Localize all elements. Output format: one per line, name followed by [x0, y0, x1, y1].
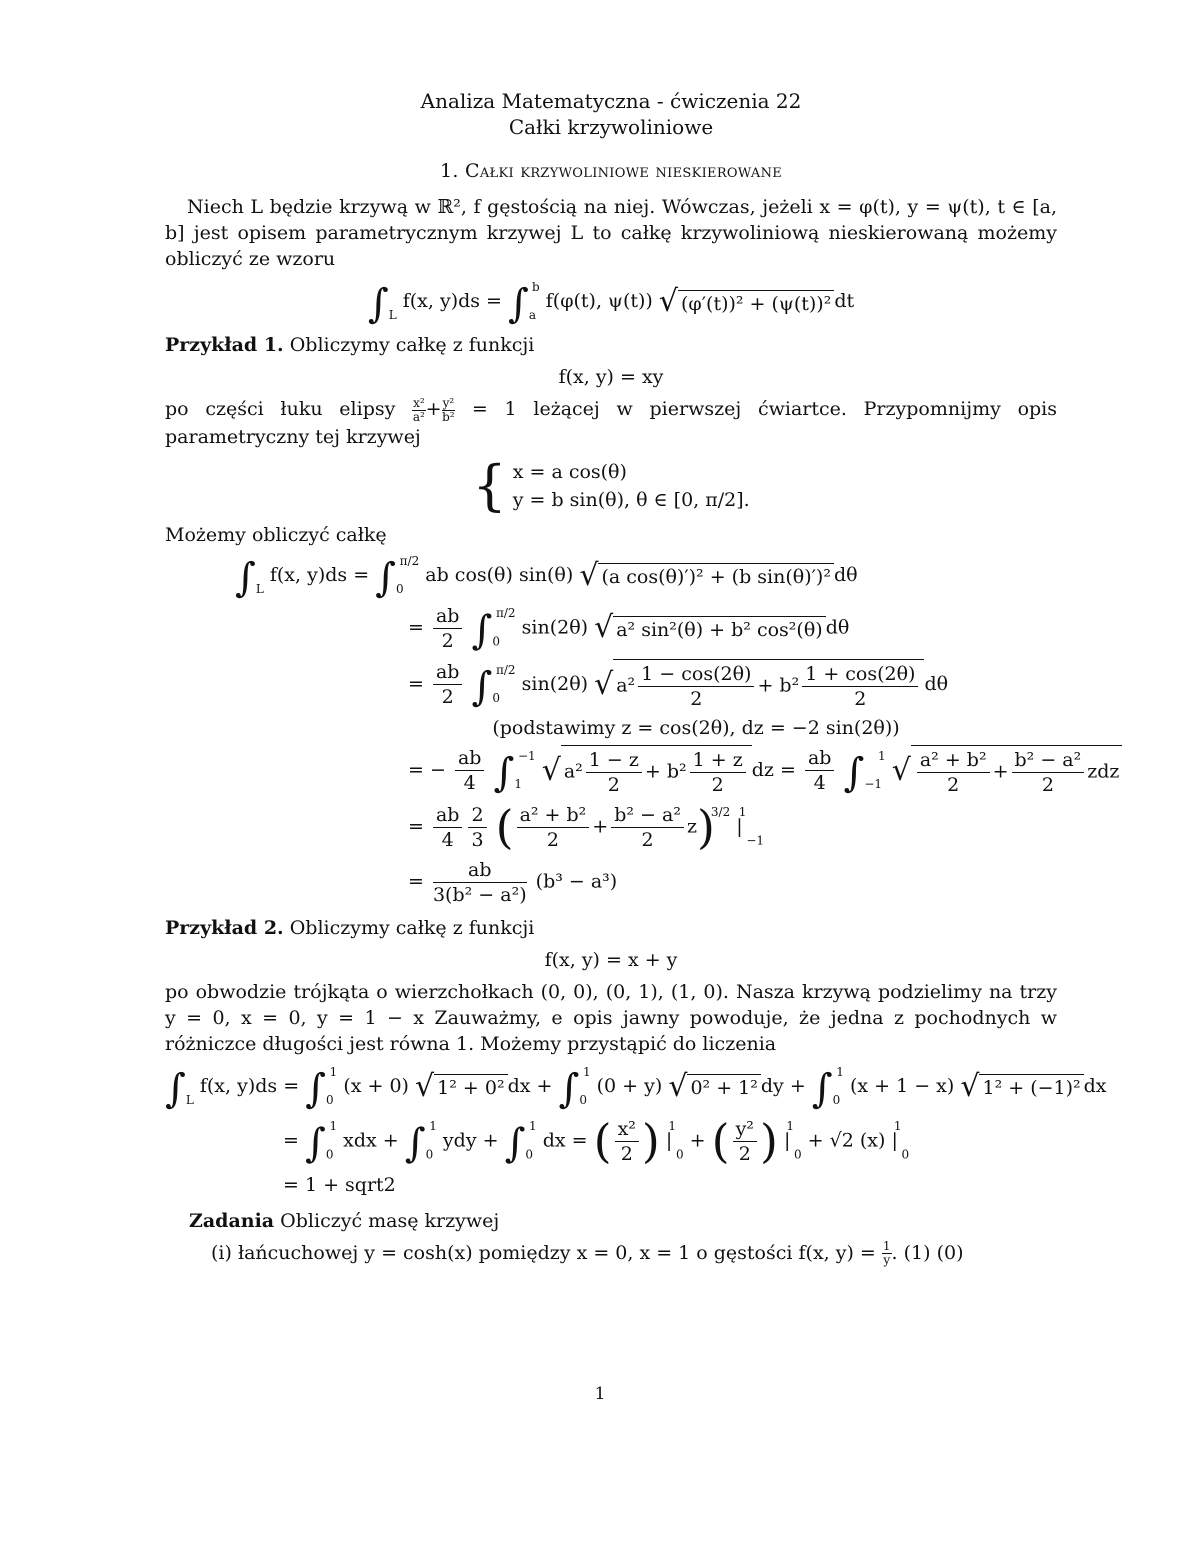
eval-lo: −1: [746, 833, 765, 847]
sqrt: √ 1² + (−1)²: [960, 1072, 1083, 1102]
fraction: [433, 604, 463, 653]
frac-num: 1 − z: [586, 748, 642, 773]
fraction: [802, 662, 918, 711]
eval-hi: 1: [786, 1119, 794, 1133]
m1-t3: (x + 1 − x): [849, 1074, 955, 1097]
frac-num: y²: [442, 395, 455, 410]
integral-lower: 0: [525, 1147, 534, 1161]
derivation-line-1: [235, 553, 1057, 601]
tasks-heading-text: Obliczyć masę krzywej: [280, 1209, 500, 1232]
m1-r2: 0² + 1²: [687, 1074, 760, 1099]
fraction: [733, 1117, 757, 1166]
tasks-heading-bold: Zadania: [189, 1209, 275, 1232]
fraction: [433, 858, 527, 907]
integral-sign: ∫: [471, 607, 493, 653]
derivation-line-3: [235, 659, 1057, 711]
frac-den: 2: [620, 1142, 633, 1165]
plus-b-squared: + b²: [644, 760, 687, 782]
example1-intro: [165, 332, 1057, 358]
example2-function: f(x, y) = x + y: [544, 948, 678, 971]
frac-den: 3(b² − a²): [432, 883, 527, 906]
integral-sign: ∫: [508, 281, 529, 327]
example1-label: Przykład 1.: [165, 334, 284, 356]
frac-num: ab: [433, 858, 527, 883]
left-paren: (: [711, 1114, 730, 1168]
derivation-line-6: [235, 858, 1057, 907]
l2-tail: dθ: [825, 616, 850, 638]
arc-post: = 1 leżącej w pierwszej ćwiartce. Przypomnijmy opis parametryczny tej krzywej: [165, 398, 1057, 448]
plus: +: [592, 815, 609, 837]
derivation-line-5: [235, 800, 1057, 854]
equals: =: [408, 815, 424, 837]
frac-num: b² − a²: [1012, 748, 1085, 773]
example2-intro: [165, 915, 1057, 941]
integral-upper: π/2: [496, 662, 516, 677]
frac-den: 4: [441, 828, 454, 851]
m1-d1: dx +: [507, 1074, 553, 1097]
integral-sub: L: [388, 308, 397, 322]
right-paren: ): [696, 800, 715, 854]
integral-sign: ∫: [471, 663, 493, 710]
integral-lower: 1: [514, 776, 522, 791]
eval-hi: 1: [738, 805, 747, 819]
frac-num: ab: [433, 803, 463, 828]
tasks-heading: [189, 1208, 1057, 1234]
fraction: [433, 803, 463, 852]
eval-lo: 0: [675, 1147, 684, 1161]
a-squared: a²: [563, 760, 583, 782]
m2-t3: dx =: [542, 1129, 588, 1151]
integral-upper: −1: [517, 748, 536, 763]
integral-lower: 0: [396, 581, 404, 596]
frac-den: 2: [641, 828, 654, 851]
substitution-note: (podstawimy z = cos(2θ), dz = −2 sin(2θ)): [492, 716, 900, 739]
fraction: [805, 746, 835, 795]
example2-label: Przykład 2.: [165, 916, 284, 939]
plus: +: [689, 1129, 706, 1151]
frac-num: b² − a²: [611, 803, 684, 828]
example2-desc: po obwodzie trójkąta o wierzchołkach (0, 0), (0, 1), (1, 0). Nasza krzywą podzielimy na trzy y = 0, x = 0, y = 1 − x Zauważmy, e opis jawny powoduje, że jedna z pochodnych w różniczce długości jest równa 1. Możemy przystąpić do liczenia: [165, 980, 1057, 1055]
fraction: [638, 662, 754, 711]
integral-sign: ∫: [305, 1065, 327, 1112]
equals: =: [283, 1129, 299, 1151]
example1-function: f(x, y) = xy: [558, 366, 664, 388]
frac-den: 2: [947, 773, 960, 796]
exponent: 3/2: [710, 805, 731, 819]
frac-den: 2: [546, 828, 559, 851]
left-paren: (: [593, 1114, 612, 1168]
integral-lower: 0: [492, 634, 500, 648]
sqrt: √ a² $\frac{1 - \cos(2\theta)}{2}$ + b² $\frac{1 + \cos(2\theta)}{2}$: [594, 659, 924, 711]
fraction: [882, 1240, 892, 1267]
integral-lower: 0: [579, 1092, 587, 1107]
frac-num: y²: [733, 1117, 757, 1142]
z: z: [686, 815, 697, 837]
frac-num: x²: [413, 395, 425, 410]
equals: =: [408, 870, 424, 892]
integral-sign: ∫: [504, 1120, 526, 1166]
frac-den: y: [883, 1253, 891, 1267]
integral-upper: 1: [878, 748, 886, 763]
eval-bar: |: [665, 1129, 673, 1151]
l6-tail: (b³ − a³): [535, 870, 618, 892]
integral-sign: ∫: [304, 1120, 326, 1166]
frac-num: 1 + z: [690, 748, 746, 773]
eval-bar: |: [783, 1129, 791, 1151]
l4-mid: dz =: [751, 758, 796, 781]
integral-lower: 0: [425, 1147, 434, 1161]
document-page: [165, 88, 1120, 1267]
param-y: y = b sin(θ), θ ∈ [0, π/2].: [512, 488, 750, 511]
l1-lhs: f(x, y)ds =: [269, 563, 370, 586]
m1-d3: dx: [1083, 1074, 1107, 1097]
m1-t2: (0 + y): [596, 1074, 663, 1097]
integral-sign: ∫: [165, 1065, 186, 1112]
task-item-1: [211, 1240, 1057, 1268]
integral-lower: 0: [326, 1092, 334, 1107]
m1-d2: dy +: [760, 1074, 806, 1097]
integral-sign: ∫: [235, 554, 256, 601]
sqrt: √ $\frac{\text{a² + b²}}{2}$ + $\frac{\text{b² − a²}}{2}$ zdz: [892, 745, 1123, 797]
right-paren: ): [759, 1114, 778, 1168]
frac-den: 2: [441, 629, 454, 652]
formula-root: (φ′(t))² + (ψ(t))²: [678, 290, 834, 315]
param-system: [165, 453, 1057, 517]
m2-t2: ydy +: [442, 1129, 499, 1151]
l3-tail: dθ: [924, 672, 949, 695]
frac-num: 2: [468, 803, 486, 828]
integral-upper: b: [532, 280, 540, 294]
l3-mid: sin(2θ): [521, 672, 589, 695]
integral-lower: 0: [492, 690, 500, 705]
eval-hi: 1: [893, 1119, 902, 1133]
derivation-line-4: [235, 745, 1120, 797]
integral-upper: 1: [429, 1119, 437, 1133]
fraction: [615, 1117, 639, 1166]
frac-den: 2: [738, 1142, 751, 1165]
brace-icon: {: [472, 453, 507, 517]
sqrt: √ a² sin²(θ) + b² cos²(θ): [594, 613, 826, 643]
right-paren: ): [641, 1114, 660, 1168]
fraction: [468, 803, 486, 852]
formula-rhs: f(φ(t), ψ(t)): [545, 290, 653, 312]
l4-root-2: [911, 745, 1123, 797]
l1-tail: dθ: [833, 563, 858, 586]
l4-root: [561, 745, 752, 797]
formula-lhs: f(x, y)ds =: [402, 290, 502, 312]
fraction: [412, 397, 426, 424]
frac-den: 2: [1041, 773, 1054, 796]
sqrt: √ 0² + 1²: [668, 1072, 761, 1102]
fraction: [690, 748, 746, 797]
frac-den: 3: [471, 828, 484, 851]
fraction: [917, 748, 990, 797]
frac-num: ab: [805, 746, 835, 771]
integral-upper: 1: [529, 1119, 537, 1133]
frac-num: ab: [433, 604, 463, 629]
arc-pre: po części łuku elipsy: [165, 398, 396, 420]
integral-sign: ∫: [404, 1120, 426, 1166]
frac-num: ab: [455, 746, 485, 771]
integral-sub: L: [255, 581, 264, 596]
sqrt: √ (φ′(t))² + (ψ(t))²: [659, 287, 834, 317]
integral-upper: π/2: [496, 606, 516, 620]
frac-num: ab: [433, 660, 463, 685]
example2-line-3: = 1 + sqrt2: [283, 1173, 396, 1196]
frac-den: b²: [442, 409, 455, 424]
sqrt: √ a² $\frac{1 - z}{2}$ + b² $\frac{1 + z}{2}$: [542, 745, 752, 797]
integral-upper: 1: [582, 1064, 591, 1079]
integral-sign: ∫: [493, 749, 515, 796]
fraction: [517, 803, 590, 852]
equals: =: [408, 672, 424, 695]
section-intro: Niech L będzie krzywą w ℝ², f gęstością na niej. Wówczas, jeżeli x = φ(t), y = ψ(t), t ∈ [a, b] jest opisem parametrycznym krzywej L to całkę krzywoliniową nieskierowaną możemy obliczyć ze wzoru: [165, 196, 1057, 270]
l2-mid: sin(2θ): [521, 616, 589, 638]
document-subtitle: Całki krzywoliniowe: [508, 115, 714, 139]
m1-r3: 1² + (−1)²: [979, 1074, 1083, 1099]
eval-lo: 0: [793, 1147, 802, 1161]
integral-sub: L: [185, 1092, 194, 1107]
l4-tail: zdz: [1087, 760, 1120, 782]
l3-root: [613, 659, 924, 711]
m1-t1: (x + 0): [343, 1074, 409, 1097]
frac-den: 2: [854, 687, 867, 710]
frac-num: 1 − cos(2θ): [638, 662, 754, 687]
equals: =: [408, 616, 424, 638]
integral-lower: 0: [832, 1092, 841, 1107]
frac-den: 2: [690, 687, 703, 710]
example2-text: Obliczymy całkę z funkcji: [289, 916, 535, 939]
formula-tail: dt: [834, 290, 855, 312]
derivation-line-2: [235, 604, 1057, 653]
integral-sign: ∫: [811, 1065, 833, 1112]
m2-t1: xdx +: [343, 1129, 399, 1151]
fraction: [1012, 748, 1085, 797]
frac-den: 4: [813, 772, 826, 794]
example2-line-2: [165, 1114, 1057, 1168]
example1-text: Obliczymy całkę z funkcji: [289, 334, 535, 356]
m1-lhs: f(x, y)ds =: [199, 1074, 300, 1097]
plus: +: [992, 760, 1009, 782]
frac-den: 2: [607, 773, 620, 796]
integral-upper: π/2: [399, 553, 420, 568]
integral-sign: ∫: [375, 554, 397, 601]
frac-num: a² + b²: [917, 748, 990, 773]
sqrt: √ (a cos(θ)′)² + (b sin(θ)′)²: [579, 561, 834, 591]
integral-lower: 0: [325, 1147, 334, 1161]
integral-lower: −1: [864, 776, 883, 791]
l1-mid: ab cos(θ) sin(θ): [425, 563, 574, 586]
m1-r1: 1² + 0²: [434, 1074, 507, 1099]
integral-upper: 1: [836, 1064, 844, 1079]
frac-den: 4: [463, 772, 476, 794]
derivation: [235, 553, 1120, 907]
integral-sign: ∫: [843, 749, 865, 796]
sqrt: √ 1² + 0²: [415, 1072, 508, 1102]
integral-sign: ∫: [367, 281, 389, 327]
example2-line-1: [165, 1064, 1107, 1112]
eval-lo: 0: [901, 1147, 910, 1161]
plus: +: [425, 398, 442, 420]
fraction: [442, 397, 456, 424]
frac-num: 1: [882, 1239, 891, 1253]
task-item-1-pre: (i) łańcuchowej y = cosh(x) pomiędzy x = 0, x = 1 o gęstości f(x, y) =: [211, 1241, 876, 1264]
task-item-1-post: . (1) (0): [891, 1241, 964, 1264]
minus-equals: = −: [408, 758, 446, 781]
frac-den: a²: [412, 409, 425, 424]
fraction: [611, 803, 684, 852]
fraction: [433, 660, 463, 709]
frac-den: 2: [441, 686, 454, 708]
integral-upper: 1: [329, 1064, 338, 1079]
example1-arc: [165, 396, 1057, 450]
frac-num: x²: [615, 1117, 639, 1142]
fraction: [586, 748, 642, 797]
eval-hi: 1: [668, 1119, 676, 1133]
frac-den: 2: [711, 773, 724, 796]
l2-root: a² sin²(θ) + b² cos²(θ): [613, 616, 825, 641]
plus-b-squared: + b²: [757, 674, 800, 696]
eval-bar: |: [736, 815, 743, 837]
document-title: Analiza Matematyczna - ćwiczenia 22: [420, 89, 802, 113]
section-heading: 1. Całki krzywoliniowe nieskierowane: [439, 160, 783, 182]
l1-root: (a cos(θ)′)² + (b sin(θ)′)²: [598, 563, 834, 588]
system-rows: [513, 458, 750, 514]
fraction: [455, 746, 485, 795]
main-formula: [165, 280, 1057, 327]
page-number: 1: [594, 1384, 606, 1404]
integral-sign: ∫: [558, 1065, 580, 1112]
example1-compute: Możemy obliczyć całkę: [165, 523, 387, 546]
a-squared: a²: [616, 674, 636, 696]
integral-upper: 1: [329, 1119, 338, 1133]
m2-sqrt: + √2 (x): [807, 1129, 886, 1151]
eval-bar: |: [891, 1129, 898, 1151]
param-x: x = a cos(θ): [512, 460, 627, 483]
integral-lower: a: [528, 308, 537, 322]
frac-num: a² + b²: [517, 803, 590, 828]
left-paren: (: [495, 800, 514, 854]
frac-num: 1 + cos(2θ): [802, 662, 918, 687]
